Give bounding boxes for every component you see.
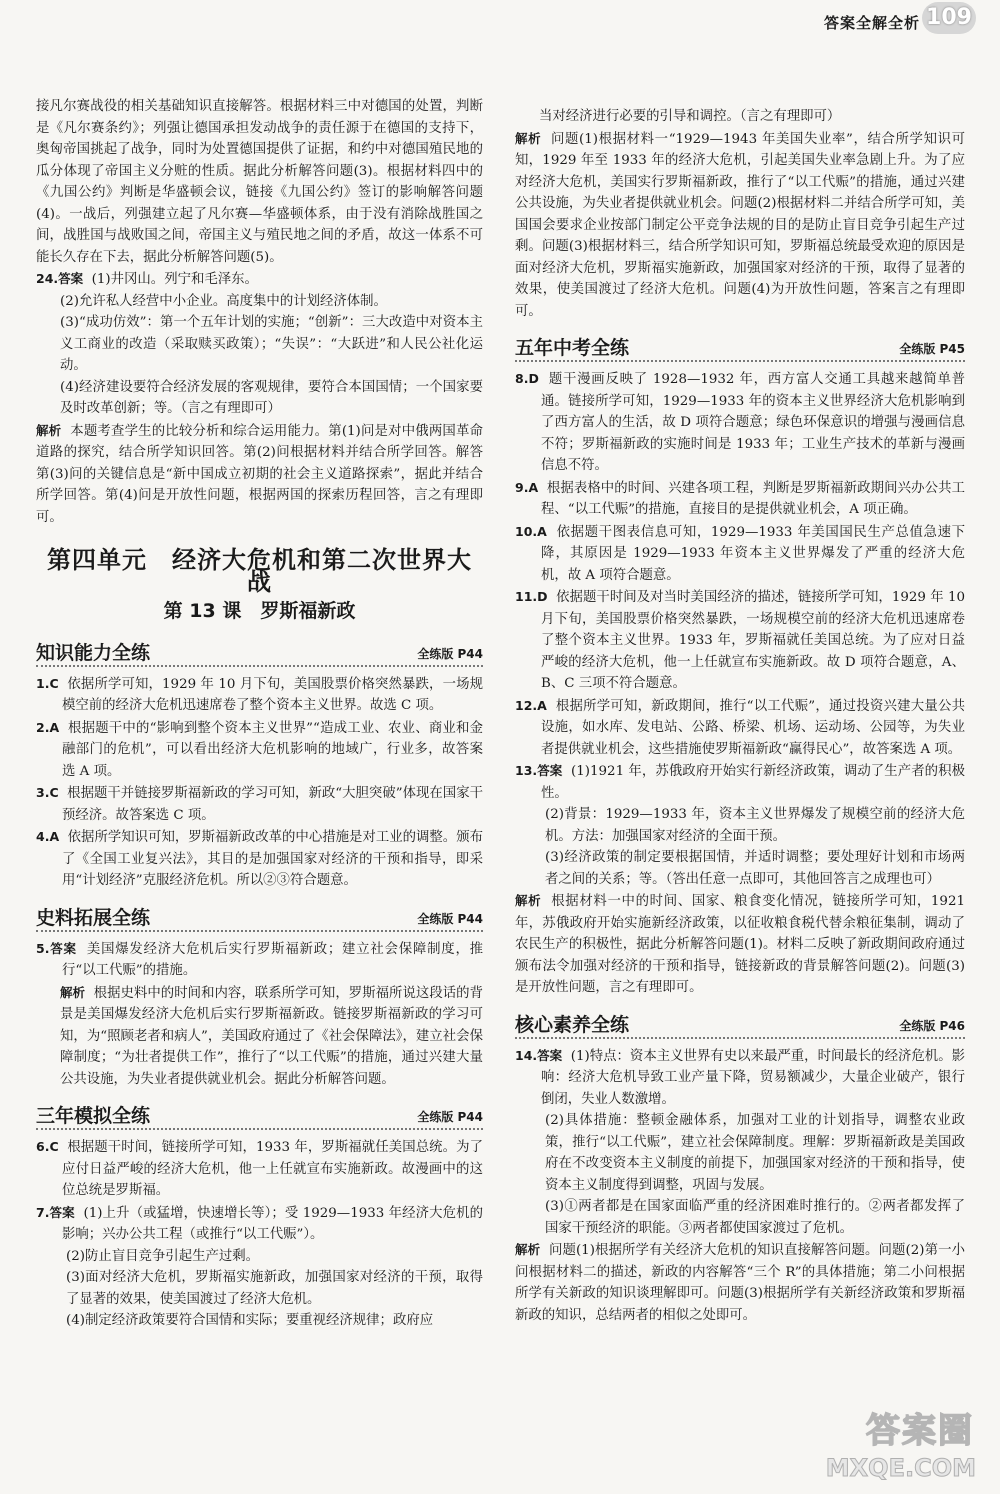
section-title: 史料拓展全练 bbox=[36, 906, 151, 929]
q7-answer-4: (4)制定经济政策要符合国情和实际；要重视经济规律；政府应 bbox=[66, 1313, 434, 1328]
q6-label: 6.C bbox=[36, 1139, 59, 1154]
q3-text: 根据题干并链接罗斯福新政的学习可知，新政“大胆突破”体现在国家干预经济。故答案选 C 项。 bbox=[62, 786, 483, 823]
question-7 bbox=[36, 1202, 483, 1246]
q7-answer-1: (1)上升（或猛增，快速增长等）；受 1929—1933 年经济大危机的影响；兴办公共工程（或推行“以工代赈”）。 bbox=[62, 1205, 484, 1242]
q12-text: 根据所学可知，新政期间，推行“以工代赈”，通过投资兴建大量公共设施，如水库、发电站、公路、桥梁、机场、运动场、公园等，为失业者提供就业机会，这些措施使罗斯福新政“赢得民心”，故答案选 A 项。 bbox=[541, 698, 965, 757]
q7-continuation: 当对经济进行必要的引导和调控。（言之有理即可） bbox=[539, 109, 841, 124]
q7-label: 7.答案 bbox=[36, 1204, 75, 1220]
section-title: 知识能力全练 bbox=[36, 641, 151, 664]
q24-analysis-label: 解析 bbox=[36, 422, 62, 438]
q13-answer-3: (3)经济政策的制定要根据国情，并适时调整；要处理好计划和市场两者之间的关系；等。（答出任意一点即可，其他回答言之成理也可） bbox=[545, 850, 965, 887]
q24-analysis: 本题考查学生的比较分析和综合运用能力。第(1)问是对中俄两国革命道路的探究，结合所学知识回答。第(2)问根据材料并结合所学回答。解答第(3)问的关键信息是“新中国成立初期的社会主义道路探索”，据此并结合所学回答。第(4)问是开放性问题，根据两国的探索历程回答，言之有理即可。 bbox=[36, 423, 483, 525]
section-header-core bbox=[515, 1007, 965, 1039]
question-24 bbox=[36, 268, 483, 528]
section-edition: 全练版 P44 bbox=[417, 911, 483, 926]
q5-analysis: 根据史料中的时间和内容，联系所学可知，罗斯福所说这段话的背景是美国爆发经济大危机后实行罗斯福新政。链接罗斯福新政的学习可知，为“照顾老者和病人”，美国政府通过了《社会保障法》，建立社会保障制度；“为壮者提供工作”，推行了“以工代赈”的措施，通过兴建大量公共设施，为失业者提供就业机会。据此分析解答问题。 bbox=[60, 985, 483, 1087]
section-header-five-year bbox=[515, 330, 965, 362]
q8-label: 8.D bbox=[515, 371, 539, 386]
q9-label: 9.A bbox=[515, 479, 539, 495]
q12-label: 12.A bbox=[515, 697, 547, 713]
q5-answer: 美国爆发经济大危机后实行罗斯福新政；建立社会保障制度，推行“以工代赈”的措施。 bbox=[62, 941, 484, 978]
question-5 bbox=[36, 938, 483, 982]
q4-label: 4.A bbox=[36, 829, 60, 844]
q24-answer-4: (4)经济建设要符合经济发展的客观规律，要符合本国国情；一个国家要及时改革创新；等。（言之有理即可） bbox=[60, 379, 483, 416]
question-4 bbox=[36, 826, 483, 892]
q14-answer-1: (1)特点：资本主义世界有史以来最严重，时间最长的经济危机。影响：经济大危机导致工业产量下降，贸易额减少，大量企业破产，银行倒闭，失业人数激增。 bbox=[541, 1048, 965, 1107]
question-12 bbox=[515, 695, 965, 761]
left-column bbox=[36, 96, 483, 1332]
q14-answer-2: (2)具体措施：整顿金融体系，加强对工业的计划指导，调整农业政策，推行“以工代赈”，建立社会保障制度。理解：罗斯福新政是美国政府在不改变资本主义制度的前提下，加强国家对经济的干预和指导，使资本主义制度得到调整，巩固与发展。 bbox=[545, 1113, 965, 1193]
section-edition: 全练版 P46 bbox=[899, 1018, 965, 1033]
header-title: 答案全解全析 bbox=[823, 14, 920, 32]
q24-label: 24.答案 bbox=[36, 271, 84, 286]
section-header-knowledge bbox=[36, 635, 483, 667]
q13-answer-1: (1)1921 年，苏俄政府开始实行新经济政策，调动了生产者的积极性。 bbox=[541, 764, 965, 801]
q1-text: 依据所学可知，1929 年 10 月下旬，美国股票价格突然暴跌，一场规模空前的经济大危机迅速席卷了整个资本主义世界。故选 C 项。 bbox=[62, 676, 484, 713]
q24-answer-1: (1)井冈山。列宁和毛泽东。 bbox=[91, 272, 258, 287]
section-edition: 全练版 P44 bbox=[417, 646, 483, 661]
q5-label: 5.答案 bbox=[36, 940, 77, 956]
page-number: 109 bbox=[922, 2, 976, 34]
intro-paragraph: 接凡尔赛战役的相关基础知识直接解答。根据材料三中对德国的处置，判断是《凡尔赛条约》；列强让德国承担发动战争的责任源于在德国的支持下，奥匈帝国挑起了战争，同时为处置德国提供了证据，和约中对德国殖民地的瓜分体现了帝国主义分赃的性质。据此分析解答问题(3)。根据材料四中的《九国公约》判断是华盛顿会议，链接《九国公约》签订的影响解答问题(4)。一战后，列强建立起了凡尔赛—华盛顿体系，由于没有消除战胜国之间，战胜国与战败国之间，帝国主义与殖民地之间的矛盾，故这一体系不可能长久存在下去，据此分析解答问题(5)。 bbox=[36, 99, 483, 265]
q14-analysis-label: 解析 bbox=[515, 1242, 541, 1257]
q7-answer-2: (2)防止盲目竞争引起生产过剩。 bbox=[66, 1248, 260, 1264]
q5-analysis-label: 解析 bbox=[60, 984, 86, 1000]
q7-analysis: 问题(1)根据材料一“1929—1943 年美国失业率”，结合所学知识可知，1929 年至 1933 年的经济大危机，引起美国失业率急剧上升。为了应对经济大危机，美国实行罗斯福新政，推行了“以工代赈”的措施，通过兴建公共设施，为失业者提供就业机会。问题(2)根据材料二并结合所学可知，美国国会要求企业按部门制定公平竞争法规的目的是防止盲目竞争引起生产过剩。问题(3)根据材料三，结合所学知识可知，罗斯福总统最受欢迎的原因是面对经济大危机，罗斯福实施新政，加强国家对经济的干预，取得了显著的效果，使美国渡过了经济大危机。问题(4)为开放性问题，答案言之有理即可。 bbox=[515, 131, 965, 319]
q13-label: 13.答案 bbox=[515, 763, 563, 778]
q2-label: 2.A bbox=[36, 719, 60, 735]
q6-text: 根据题干时间，链接所学可知，1933 年，罗斯福就任美国总统。为了应付日益严峻的经济大危机，他一上任就宣布实施新政。故漫画中的这位总统是罗斯福。 bbox=[62, 1140, 483, 1198]
q4-text: 依据所学知识可知，罗斯福新政改革的中心措施是对工业的调整。颁布了《全国工业复兴法》，其目的是加强国家对经济的干预和指导，即采用“计划经济”克服经济危机。所以②③符合题意。 bbox=[62, 830, 483, 888]
section-title: 五年中考全练 bbox=[515, 337, 630, 359]
question-13 bbox=[515, 760, 965, 804]
q14-answer-3: (3)①两者都是在国家面临严重的经济困难时推行的。②两者都发挥了国家干预经济的职能。③两者都使国家渡过了危机。 bbox=[545, 1199, 965, 1236]
section-title: 三年模拟全练 bbox=[36, 1105, 151, 1127]
q3-label: 3.C bbox=[36, 785, 59, 800]
question-9 bbox=[515, 477, 965, 521]
right-column bbox=[515, 106, 965, 1326]
page-header bbox=[770, 0, 1000, 34]
section-edition: 全练版 P45 bbox=[899, 342, 965, 356]
q1-label: 1.C bbox=[36, 675, 59, 691]
question-3 bbox=[36, 782, 483, 826]
q8-text: 题干漫画反映了 1928—1932 年，西方富人交通工具越来越简单普通。链接所学可知，1929—1933 年的资本主义世界经济大危机影响到了西方富人的生活，故 D 项符合题意；绿色环保意识的增强与漫画信息不符；罗斯福新政的实施时间是 1933 年；工业生产技术的革新与漫画信息不符。 bbox=[541, 372, 966, 473]
q7-analysis-label: 解析 bbox=[515, 130, 542, 146]
question-2 bbox=[36, 717, 483, 783]
question-11 bbox=[515, 586, 965, 695]
q24-answer-2: (2)允许私人经营中小企业。高度集中的计划经济体制。 bbox=[60, 293, 387, 309]
q11-label: 11.D bbox=[515, 589, 548, 604]
q13-answer-2: (2)背景：1929—1933 年，资本主义世界爆发了规模空前的经济大危机。方法：加强国家对经济的全面干预。 bbox=[545, 807, 965, 844]
section-header-three-year bbox=[36, 1098, 483, 1130]
q11-text: 依据题干时间及对当时美国经济的描述，链接所学可知，1929 年 10 月下旬，美国股票价格突然暴跌，一场规模空前的经济大危机迅速席卷了整个资本主义世界。1933 年，罗斯福就任美国总统。为了应对日益严峻的经济大危机，他一上任就宣布实施新政。故 D 项符合题意，A、B、C 三项不符合题意。 bbox=[541, 590, 965, 691]
q14-analysis: 问题(1)根据所学有关经济大危机的知识直接解答问题。问题(2)第一小问根据材料二的描述，新政的内容解答“三个 R”的具体措施；第二小问根据所学有关新政的知识谈理解即可。问题(3)根据所学有关新经济政策和罗斯福新政的知识，总结两者的相似之处即可。 bbox=[515, 1243, 965, 1323]
section-header-history bbox=[36, 900, 483, 932]
question-10 bbox=[515, 521, 965, 587]
q13-analysis-label: 解析 bbox=[515, 893, 542, 908]
q24-answer-3: (3)“成功仿效”：第一个五年计划的实施；“创新”：三大改造中对资本主义工商业的改造（采取赎买政策）；“失误”：“大跃进”和人民公社化运动。 bbox=[60, 315, 483, 373]
q9-text: 根据表格中的时间、兴建各项工程，判断是罗斯福新政期间兴办公共工程、“以工代赈”的措施，直接目的是提供就业机会，A 项正确。 bbox=[541, 480, 965, 517]
section-edition: 全练版 P44 bbox=[417, 1110, 483, 1124]
watermark-logo: 答案圈 bbox=[866, 1411, 974, 1451]
q10-text: 依据题干图表信息可知，1929—1933 年美国国民生产总值急速下降，其原因是 1929—1933 年资本主义世界爆发了严重的经济大危机，故 A 项符合题意。 bbox=[541, 524, 966, 583]
q2-text: 根据题干中的“影响到整个资本主义世界”“造成工业、农业、商业和金融部门的危机”，可以看出经济大危机影响的地域广，行业多，故答案选 A 项。 bbox=[62, 720, 483, 779]
watermark bbox=[825, 1396, 990, 1486]
section-title: 核心素养全练 bbox=[515, 1013, 630, 1036]
q7-answer-3: (3)面对经济大危机，罗斯福实施新政，加强国家对经济的干预，取得了显著的效果，使美国渡过了经济大危机。 bbox=[66, 1270, 483, 1307]
question-14 bbox=[515, 1045, 965, 1111]
question-1 bbox=[36, 673, 483, 717]
watermark-url: MXQE.COM bbox=[825, 1454, 976, 1482]
question-8 bbox=[515, 368, 965, 477]
unit-title: 第四单元 经济大危机和第二次世界大战 bbox=[47, 546, 472, 596]
q10-label: 10.A bbox=[515, 523, 547, 539]
lesson-title: 第 13 课 罗斯福新政 bbox=[163, 600, 356, 622]
question-6 bbox=[36, 1136, 483, 1202]
q14-label: 14.答案 bbox=[515, 1047, 563, 1063]
q13-analysis: 根据材料一中的时间、国家、粮食变化情况，链接所学可知，1921 年，苏俄政府开始实施新经济政策，以征收粮食税代替余粮征集制，调动了农民生产的积极性，据此分析解答问题(1)。材料二反映了新政期间政府通过颁布法令加强对经济的干预和指导，链接新政的背景解答问题(2)。问题(3)是开放性问题，言之有理即可。 bbox=[515, 894, 965, 995]
